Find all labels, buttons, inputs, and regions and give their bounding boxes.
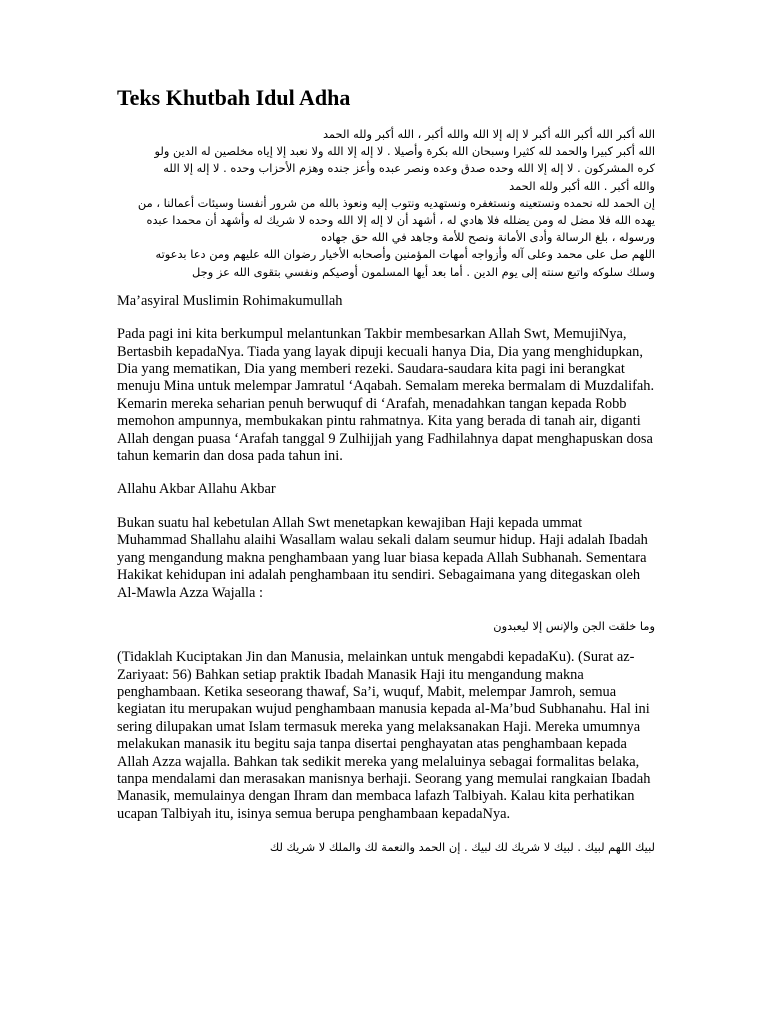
arabic-line: إن الحمد لله نحمده ونستعينه ونستغفره ونستهديه ونتوب إليه ونعوذ بالله من شرور أنفسنا وسيئات أعمالنا ، من <box>137 195 655 210</box>
paragraph-1: Pada pagi ini kita berkumpul melantunkan Takbir membesarkan Allah Swt, MemujiNya, Bertasbih kepadaNya. Tiada yang layak dipuji kecuali hanya Dia, Dia yang menghidupkan, Dia yang mematikan, Dia yang memberi rezeki. Saudara-saudara kita pagi ini berangkat menuju Mina untuk melempar Jamratul ‘Aqabah. Semalam mereka bermalam di Muzdalifah. Kemarin mereka seharian penuh berwuquf di ‘Arafah, menadahkan tangan kepada Robb memohon ampunnya, membukakan pintu rahmatnya. Kita yang berada di tanah air, diganti Allah dengan puasa ‘Arafah tanggal 9 Zulhijjah yang Fadhilahnya dapat menghapuskan dosa tahun kemarin dan dosa pada tahun ini. <box>117 326 655 465</box>
arabic-line: اللهم صل على محمد وعلى آله وأزواجه أمهات المؤمنين وأصحابه الأخيار رضوان الله عليهم ومن دعا بدعوته <box>155 247 655 262</box>
arabic-line: والله أكبر . الله أكبر ولله الحمد <box>509 178 655 193</box>
verse-arabic <box>117 618 655 635</box>
salutation: Ma’asyiral Muslimin Rohimakumullah <box>117 292 343 309</box>
arabic-line: الله أكبر كبيرا والحمد لله كثيرا وسبحان الله بكرة وأصيلا . لا إله إلا الله ولا نعبد إلا إياه مخلصين له الدين ولو <box>154 144 655 159</box>
arabic-line: لبيك اللهم لبيك . لبيك لا شريك لك لبيك . إن الحمد والنعمة لك والملك لا شريك لك <box>269 840 655 855</box>
arabic-line: كره المشركون . لا إله إلا الله وحده صدق وعده ونصر عبده وأعز جنده وهزم الأحزاب وحده . لا إله إلا الله <box>163 161 655 176</box>
arabic-line: الله أكبر الله أكبر الله أكبر لا إله إلا الله والله أكبر ، الله أكبر ولله الحمد <box>322 127 655 141</box>
talbiyah-arabic <box>117 839 655 856</box>
paragraph-3: (Tidaklah Kuciptakan Jin dan Manusia, melainkan untuk mengabdi kepadaKu). (Surat az-Zariyaat: 56) Bahkan setiap praktik Ibadah Manasik Haji itu mengandung makna penghambaan. Ketika seseorang thawaf, Sa’i, wuquf, Mabit, melempar Jamroh, semua kegiatan itu merupakan wujud penghambaan manusia kepada al-Ma’bud Subhanahu. Hal ini sering dilupakan umat Islam termasuk mereka yang melaksanakan Haji. Mereka umumnya melakukan manasik itu begitu saja tanpa disertai penghayatan atas penghambaan kepada Allah Azza wajalla. Bahkan tak sedikit mereka yang melaluinya sebagai formalitas belaka, tanpa mendalami dan merasakan manisnya berhaji. Seorang yang memulai rangkaian Ibadah Manasik, memulainya dengan Ihram dan membaca lafazh Talbiyah. Kalau kita perhatikan ucapan Talbiyah itu, isinya semua berupa penghambaan kepadaNya. <box>117 649 651 822</box>
arabic-line: وما خلقت الجن والإنس إلا ليعبدون <box>493 618 655 633</box>
arabic-line: يهده الله فلا مضل له ومن يضلله فلا هادي له ، أشهد أن لا إله إلا الله وحده لا شريك له وأشهد أن محمدا عبده <box>146 213 655 228</box>
arabic-line: وسلك سلوكه واتبع سنته إلى يوم الدين . أما بعد أيها المسلمون أوصيكم ونفسي بتقوى الله عز وجل <box>192 264 655 279</box>
paragraph-2: Bukan suatu hal kebetulan Allah Swt menetapkan kewajiban Haji kepada ummat Muhammad Shallahu alaihi Wasallam walau sekali dalam seumur hidup. Haji adalah Ibadah yang mengandung makna penghambaan yang luar biasa kepada Allah Subhanah. Sementara Hakikat kehidupan ini adalah penghambaan itu sendiri. Sebagaimana yang ditegaskan oleh Al-Mawla Azza Wajalla : <box>117 514 648 601</box>
document-title: Teks Khutbah Idul Adha <box>117 85 351 110</box>
takbir-line: Allahu Akbar Allahu Akbar <box>117 481 276 498</box>
arabic-line: ورسوله ، بلغ الرسالة وأدى الأمانة ونصح للأمة وجاهد في الله حق جهاده <box>321 230 655 245</box>
opening-arabic-block <box>117 126 655 281</box>
